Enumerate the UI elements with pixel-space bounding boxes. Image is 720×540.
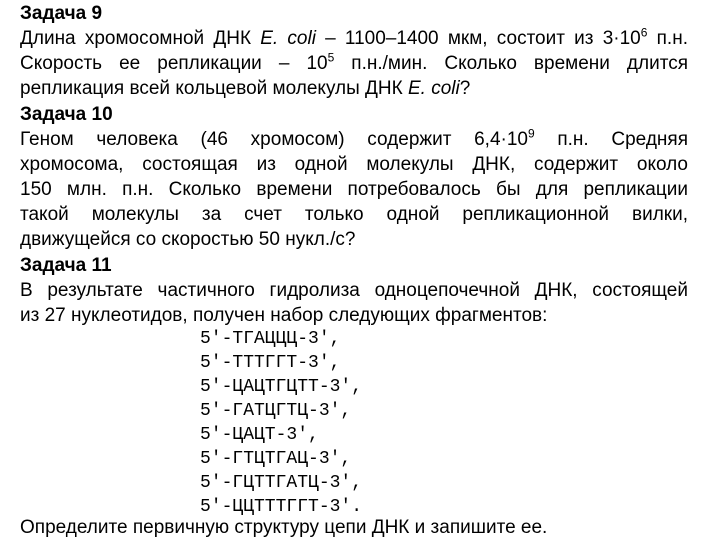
task10-line3: 150 млн. п.н. Сколько времени потребовалось бы для репликации: [20, 179, 688, 200]
task10-line1: Геном человека (46 хромосом) содержит $6,4\cdot 10^9$ п.н. Средняя: [20, 126, 688, 150]
fragment-1: 5'-ТГАЦЦЦ-3',: [200, 329, 341, 349]
task10-line5: движущейся со скоростью 50 нукл./с?: [20, 229, 356, 250]
task9-title: Задача 9: [20, 3, 103, 24]
fragment-5: 5'-ЦАЦТ-3',: [200, 425, 319, 445]
task9-line2: Скорость ее репликации – $10^5$ п.н./мин. Сколько времени длится: [20, 50, 688, 74]
fragment-2: 5'-ТТТГГТ-3',: [200, 353, 341, 373]
fragment-6: 5'-ГТЦТГАЦ-3',: [200, 449, 352, 469]
fragment-4: 5'-ГАТЦГТЦ-3',: [200, 401, 352, 421]
task10-line2: хромосома, состоящая из одной молекулы ДНК, содержит около: [20, 154, 688, 175]
task11-line2: из 27 нуклеотидов, получен набор следующих фрагментов:: [20, 305, 548, 326]
task10-line4: такой молекулы за счет только одной репликационной вилки,: [20, 204, 688, 225]
task9-line3: репликация всей кольцевой молекулы ДНК E. coli?: [20, 78, 471, 99]
fragment-3: 5'-ЦАЦТГЦТТ-3',: [200, 377, 363, 397]
fragment-8: 5'-ЦЦТТТГГТ-3'.: [200, 497, 363, 517]
task11-title: Задача 11: [20, 255, 112, 276]
fragment-7: 5'-ГЦТТГАТЦ-3',: [200, 473, 363, 493]
task9-line1: Длина хромосомной ДНК E. coli – 1100–1400 мкм, состоит из $3\cdot 10^6$ п.н.: [20, 25, 688, 49]
task11-line1: В результате частичного гидролиза одноцепочечной ДНК, состоящей: [20, 280, 688, 301]
task10-title: Задача 10: [20, 104, 113, 125]
task11-question: Определите первичную структуру цепи ДНК и запишите ее.: [20, 517, 548, 538]
